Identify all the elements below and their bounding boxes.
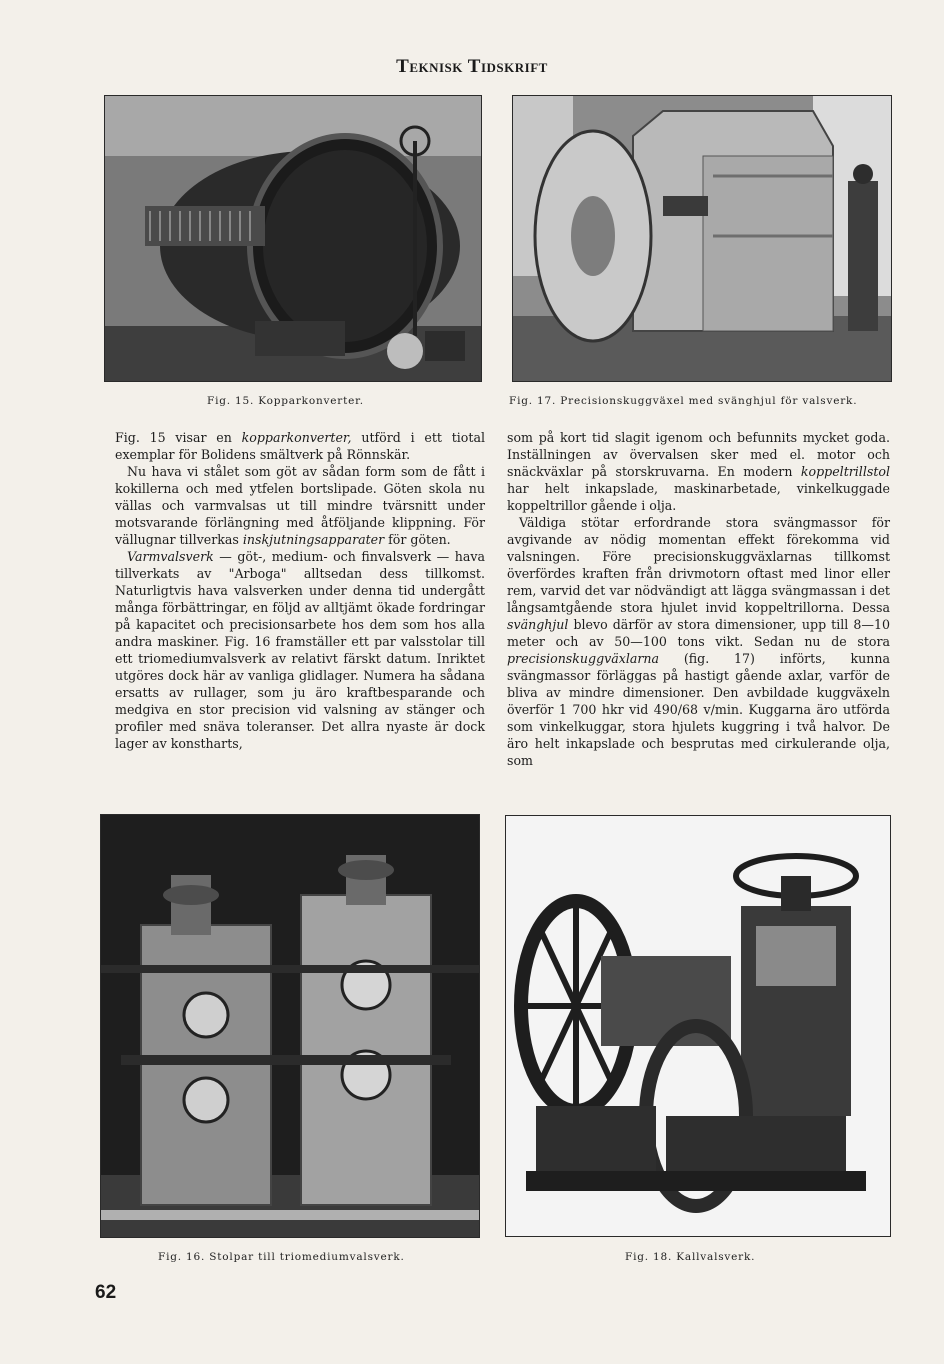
left-column — [115, 429, 485, 752]
right-paragraph-1 — [507, 429, 890, 514]
emphasis: inskjutningsapparater — [242, 532, 385, 547]
text-run: har helt inkapslade, maskinarbetade, vinkelkuggade koppeltrillor gående i olja. — [507, 481, 890, 513]
text-run: för göten. — [384, 532, 451, 547]
text-run: — göt-, medium- och finvalsverk — hava tillverkats av "Arboga" alltsedan dess tillkomst. Naturligtvis hava valsverken under denna tid undergått många förbättringar, en följd av alltjämt ökade fordringar på kapacitet och precisionsarbete hos dem som hos alla andra maskiner. Fig. 16 framställer ett par valsstolar till ett triomediumvalsverk av relativt färskt datum. Inriktet utgöres dock här av vanliga glidlager. Numera ha sådana ersatts av rullager, som ju äro kraftbesparande och medgiva en stor precision vid valsning av stänger och profiler med snäva toleranser. Det allra nyaste är dock lager av konstharts, — [115, 549, 485, 751]
gear-reducer-photo — [512, 95, 892, 382]
right-paragraph-2 — [507, 514, 890, 769]
emphasis: kopparkonverter, — [241, 430, 352, 445]
emphasis: precisionskuggväxlarna — [507, 651, 660, 666]
left-paragraph-3 — [115, 548, 485, 752]
text-run: utförd i ett tiotal exemplar för Bolidens smältverk på Rönnskär. — [115, 430, 485, 462]
page-number: 62 — [95, 1282, 117, 1303]
left-paragraph-2 — [115, 463, 485, 548]
text-run: Nu hava vi stålet som göt av sådan form som de fått i kokillerna och med ytfelen bortslipade. Göten skola nu vällas och varmvalsas ut till mindre tvärsnitt under motsvarande förlängning med åtföljande klippning. För vällugnar tillverkas — [115, 464, 485, 547]
journal-header: Teknisk Tidskrift — [396, 56, 548, 77]
text-run: blevo därför av stora dimensioner, upp till 8—10 meter och av 50—100 tons vikt. Sedan nu de stora — [507, 617, 890, 649]
emphasis: koppeltrillstol — [800, 464, 890, 479]
emphasis: Varmvalsverk — [127, 549, 214, 564]
right-column — [507, 429, 890, 769]
text-run: (fig. 17) införts, kunna svängmassor förläggas på hastigt gående axlar, varför de bliva av mindre dimensioner. Den avbildade kuggväxeln överför 1 700 hkr vid 490/68 v/min. Kuggarna äro utförda som vinkelkuggar, stora hjulets kuggring i två halvor. De äro helt inkapslade och besprutas med cirkulerande olja, som — [507, 651, 890, 768]
cold-rolling-mill-photo — [505, 815, 891, 1237]
text-run: Väldiga stötar erfordrande stora svängmassor för avgivande av nödig momentan effekt förekomma vid valsningen. Före precisionskuggväxlarnas tillkomst överfördes kraften från drivmotorn oftast med linor eller rem, varvid det var nödvändigt att lägga svängmassan i det långsamtgående stora hjulet invid koppeltrillorna. Dessa — [507, 515, 890, 615]
fig16-caption: Fig. 16. Stolpar till triomediumvalsverk. — [158, 1251, 405, 1263]
emphasis: svänghjul — [507, 617, 569, 632]
fig17-caption: Fig. 17. Precisionskuggväxel med svänghjul för valsverk. — [509, 395, 858, 407]
fig15-caption: Fig. 15. Kopparkonverter. — [207, 395, 364, 407]
rolling-stand-photo — [100, 814, 480, 1238]
left-paragraph-1 — [115, 429, 485, 463]
fig18-caption: Fig. 18. Kallvalsverk. — [625, 1251, 756, 1263]
converter-photo — [104, 95, 482, 382]
text-run: Fig. 15 visar en — [115, 430, 242, 445]
text-run: som på kort tid slagit igenom och befunnits mycket goda. Inställningen av övervalsen sker med el. motor och snäckväxlar på storskruvarna. En modern — [507, 430, 890, 479]
